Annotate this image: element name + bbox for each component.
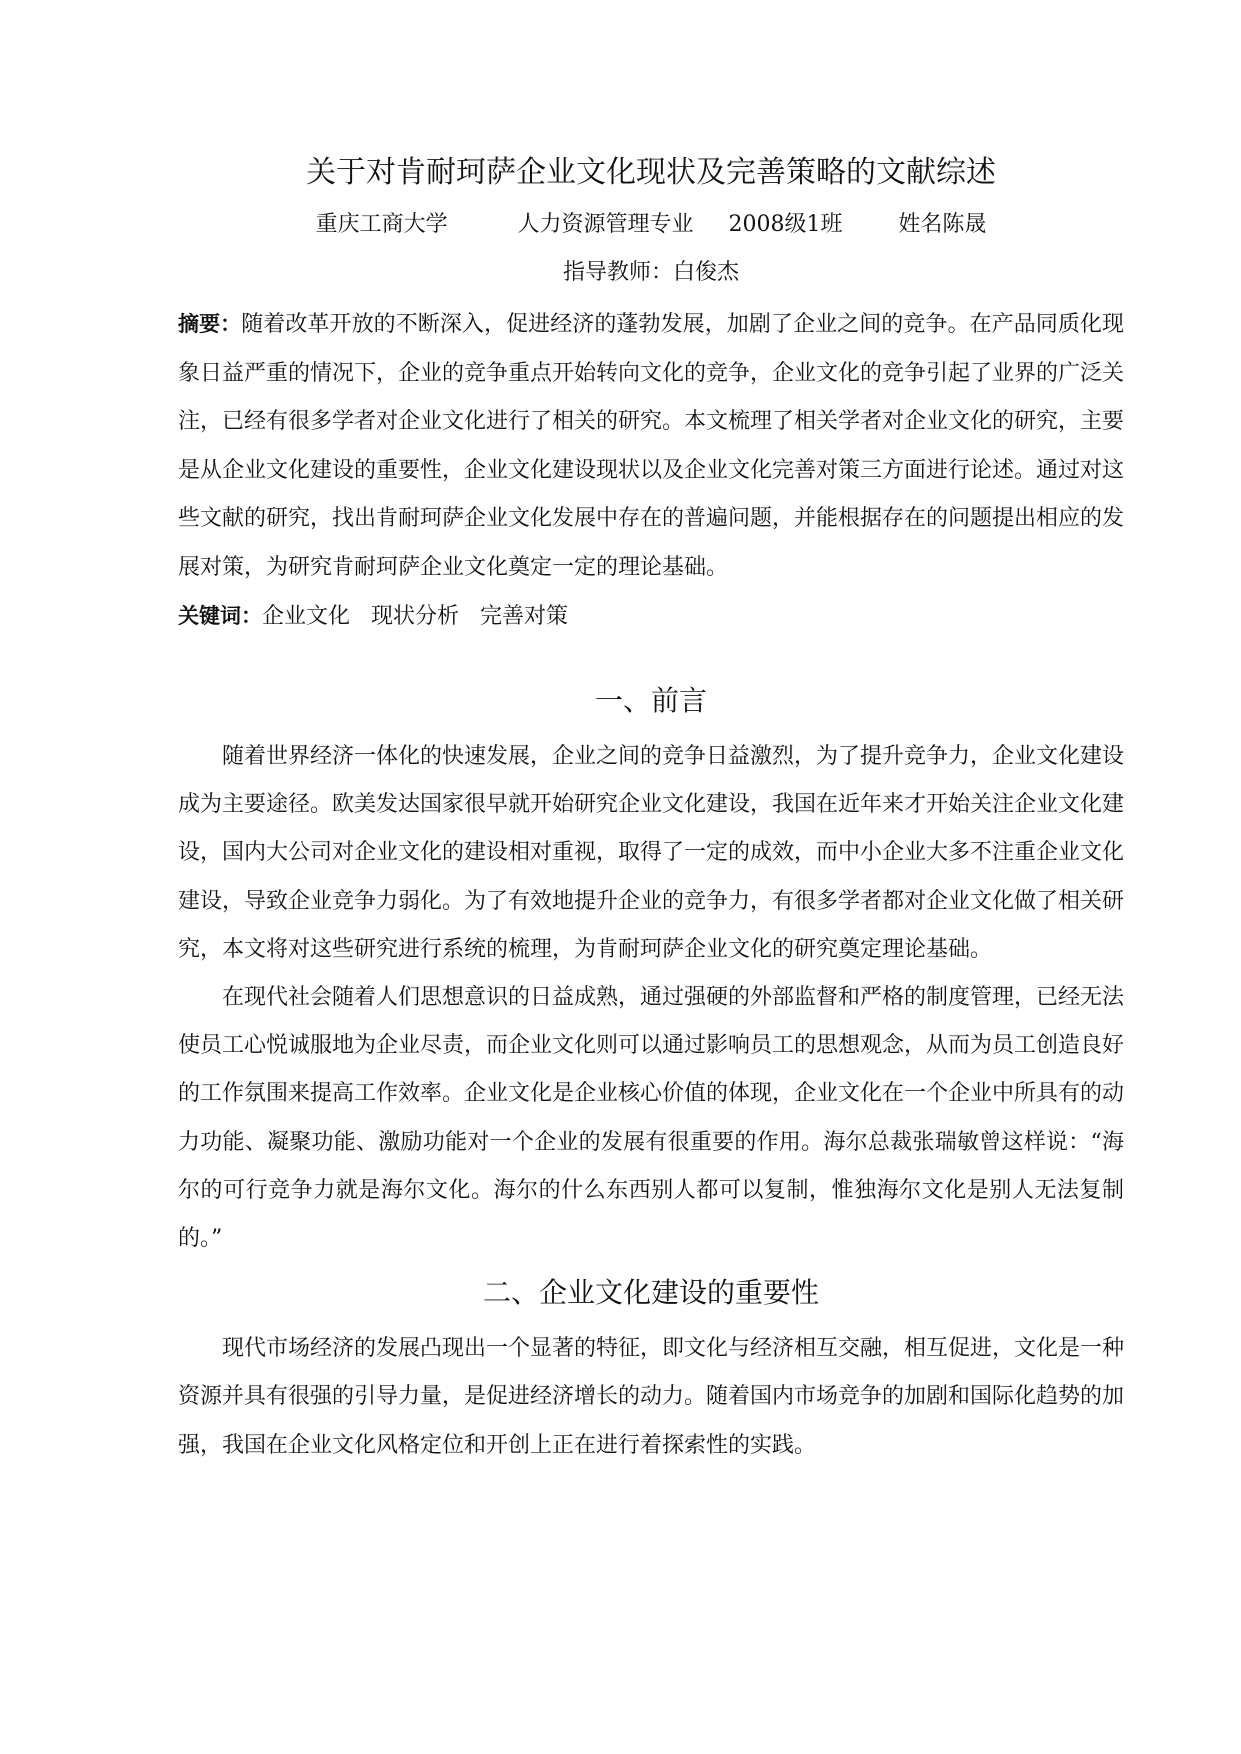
abstract [178,300,1124,592]
document-page [178,150,1124,1470]
paragraph: 随着世界经济一体化的快速发展，企业之间的竞争日益激烈，为了提升竞争力，企业文化建设成为主要途径。欧美发达国家很早就开始研究企业文化建设，我国在近年来才开始关注企业文化建设，国内大公司对企业文化的建设相对重视，取得了一定的成效，而中小企业大多不注重企业文化建设，导致企业竞争力弱化。为了有效地提升企业的竞争力，有很多学者都对企业文化做了相关研究，本文将对这些研究进行系统的梳理，为肯耐珂萨企业文化的研究奠定理论基础。 [178,744,1125,962]
paragraph: 在现代社会随着人们思想意识的日益成熟，通过强硬的外部监督和严格的制度管理，已经无法使员工心悦诚服地为企业尽责，而企业文化则可以通过影响员工的思想观念，从而为员工创造良好的工作氛围来提高工作效率。企业文化是企业核心价值的体现，企业文化在一个企业中所具有的动力功能、凝聚功能、激励功能对一个企业的发展有很重要的作用。海尔总裁张瑞敏曾这样说：“海尔的可行竞争力就是海尔文化。海尔的什么东西别人都可以复制，惟独海尔文化是别人无法复制的。” [178,985,1125,1252]
keywords [178,592,1124,641]
abstract-label: 摘要： [178,312,242,336]
section-heading-preface: 一、前言 [594,684,707,717]
abstract-text: 随着改革开放的不断深入，促进经济的蓬勃发展，加剧了企业之间的竞争。在产品同质化现象日益严重的情况下，企业的竞争重点开始转向文化的竞争，企业文化的竞争引起了业界的广泛关注，已经有很多学者对企业文化进行了相关的研究。本文梳理了相关学者对企业文化的研究，主要是从企业文化建设的重要性，企业文化建设现状以及企业文化完善对策三方面进行论述。通过对这些文献的研究，找出肯耐珂萨企业文化发展中存在的普遍问题，并能根据存在的问题提出相应的发展对策，为研究肯耐珂萨企业文化奠定一定的理论基础。 [178,312,1125,580]
advisor-line: 指导教师：白俊杰 [562,260,739,285]
section-heading-importance: 二、企业文化建设的重要性 [482,1276,819,1310]
keywords-label: 关键词： [178,604,262,628]
document-title: 关于对肯耐珂萨企业文化现状及完善策略的文献综述 [306,155,996,190]
author-info-line: 重庆工商大学 人力资源管理专业 2008级1班 姓名陈晟 [315,212,987,237]
keywords-text: 企业文化 现状分析 完善对策 [262,604,568,629]
paragraph: 现代市场经济的发展凸现出一个显著的特征，即文化与经济相互交融，相互促进，文化是一种资源并具有很强的引导力量，是促进经济增长的动力。随着国内市场竞争的加剧和国际化趋势的加强，我国在企业文化风格定位和开创上正在进行着探索性的实践。 [178,1336,1125,1458]
